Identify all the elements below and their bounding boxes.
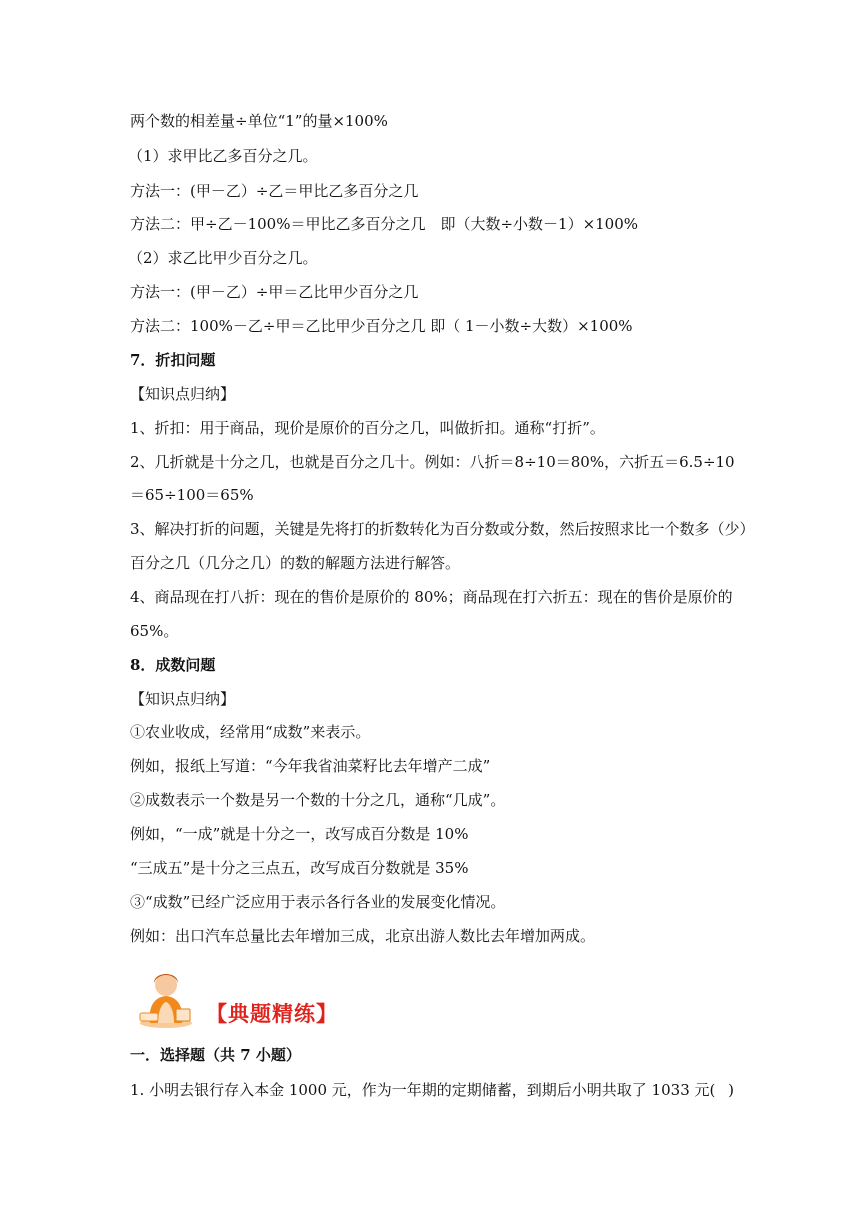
paragraph-line: 1、折扣：用于商品，现价是原价的百分之几，叫做折扣。通称“打折”。: [130, 419, 605, 437]
method-line: 方法一：(甲－乙）÷乙＝甲比乙多百分之几: [130, 182, 419, 200]
banner-title: 【典题精练】: [206, 1002, 338, 1026]
formula-line: 两个数的相差量÷单位“1”的量×100%: [130, 112, 388, 130]
paragraph-line: 2、几折就是十分之几，也就是百分之几十。例如：八折＝8÷10＝80%，六折五＝6.5÷10: [130, 453, 735, 471]
method-line: 方法二：100%－乙÷甲＝乙比甲少百分之几 即（ 1－小数÷大数）×100%: [130, 317, 633, 335]
paragraph-line: ③“成数”已经广泛应用于表示各行各业的发展变化情况。: [130, 893, 506, 911]
answer-bracket: ): [728, 1081, 734, 1099]
sub-heading-1: （1）求甲比乙多百分之几。: [128, 147, 318, 165]
paragraph-line: 4、商品现在打八折：现在的售价是原价的 80%；商品现在打六折五：现在的售价是原价的: [130, 588, 733, 606]
paragraph-line: ①农业收成，经常用“成数”来表示。: [130, 723, 371, 741]
question-item: [130, 1080, 734, 1100]
paragraph-line: 例如：出口汽车总量比去年增加三成，北京出游人数比去年增加两成。: [130, 927, 596, 945]
choice-section-heading: 一．选择题（共 7 小题）: [130, 1046, 301, 1064]
paragraph-line: ②成数表示一个数是另一个数的十分之几，通称“几成”。: [130, 791, 506, 809]
section-heading-discount: 7．折扣问题: [130, 351, 216, 369]
paragraph-line: “三成五”是十分之三点五，改写成百分数就是 35%: [130, 859, 469, 877]
knowledge-label: 【知识点归纳】: [130, 690, 236, 708]
section-banner: [136, 963, 356, 1029]
paragraph-line: ＝65÷100＝65%: [130, 486, 254, 504]
paragraph-line: 例如，“一成”就是十分之一，改写成百分数是 10%: [130, 825, 469, 843]
paragraph-line: 百分之几（几分之几）的数的解题方法进行解答。: [130, 554, 461, 572]
paragraph-line: 3、解决打折的问题，关键是先将打的折数转化为百分数或分数，然后按照求比一个数多（少）: [130, 520, 755, 538]
question-text: 1. 小明去银行存入本金 1000 元，作为一年期的定期储蓄，到期后小明共取了 1033 元(: [130, 1081, 716, 1099]
method-line: 方法一：(甲－乙）÷甲＝乙比甲少百分之几: [130, 283, 419, 301]
paragraph-line: 例如，报纸上写道：“今年我省油菜籽比去年增产二成”: [130, 757, 491, 775]
knowledge-label: 【知识点归纳】: [130, 385, 236, 403]
method-line: 方法二：甲÷乙－100%＝甲比乙多百分之几 即（大数÷小数－1）×100%: [130, 215, 639, 233]
section-heading-cheng: 8．成数问题: [130, 656, 216, 674]
teacher-figure-icon: [136, 963, 198, 1029]
paragraph-line: 65%。: [130, 622, 179, 640]
sub-heading-2: （2）求乙比甲少百分之几。: [128, 249, 318, 267]
